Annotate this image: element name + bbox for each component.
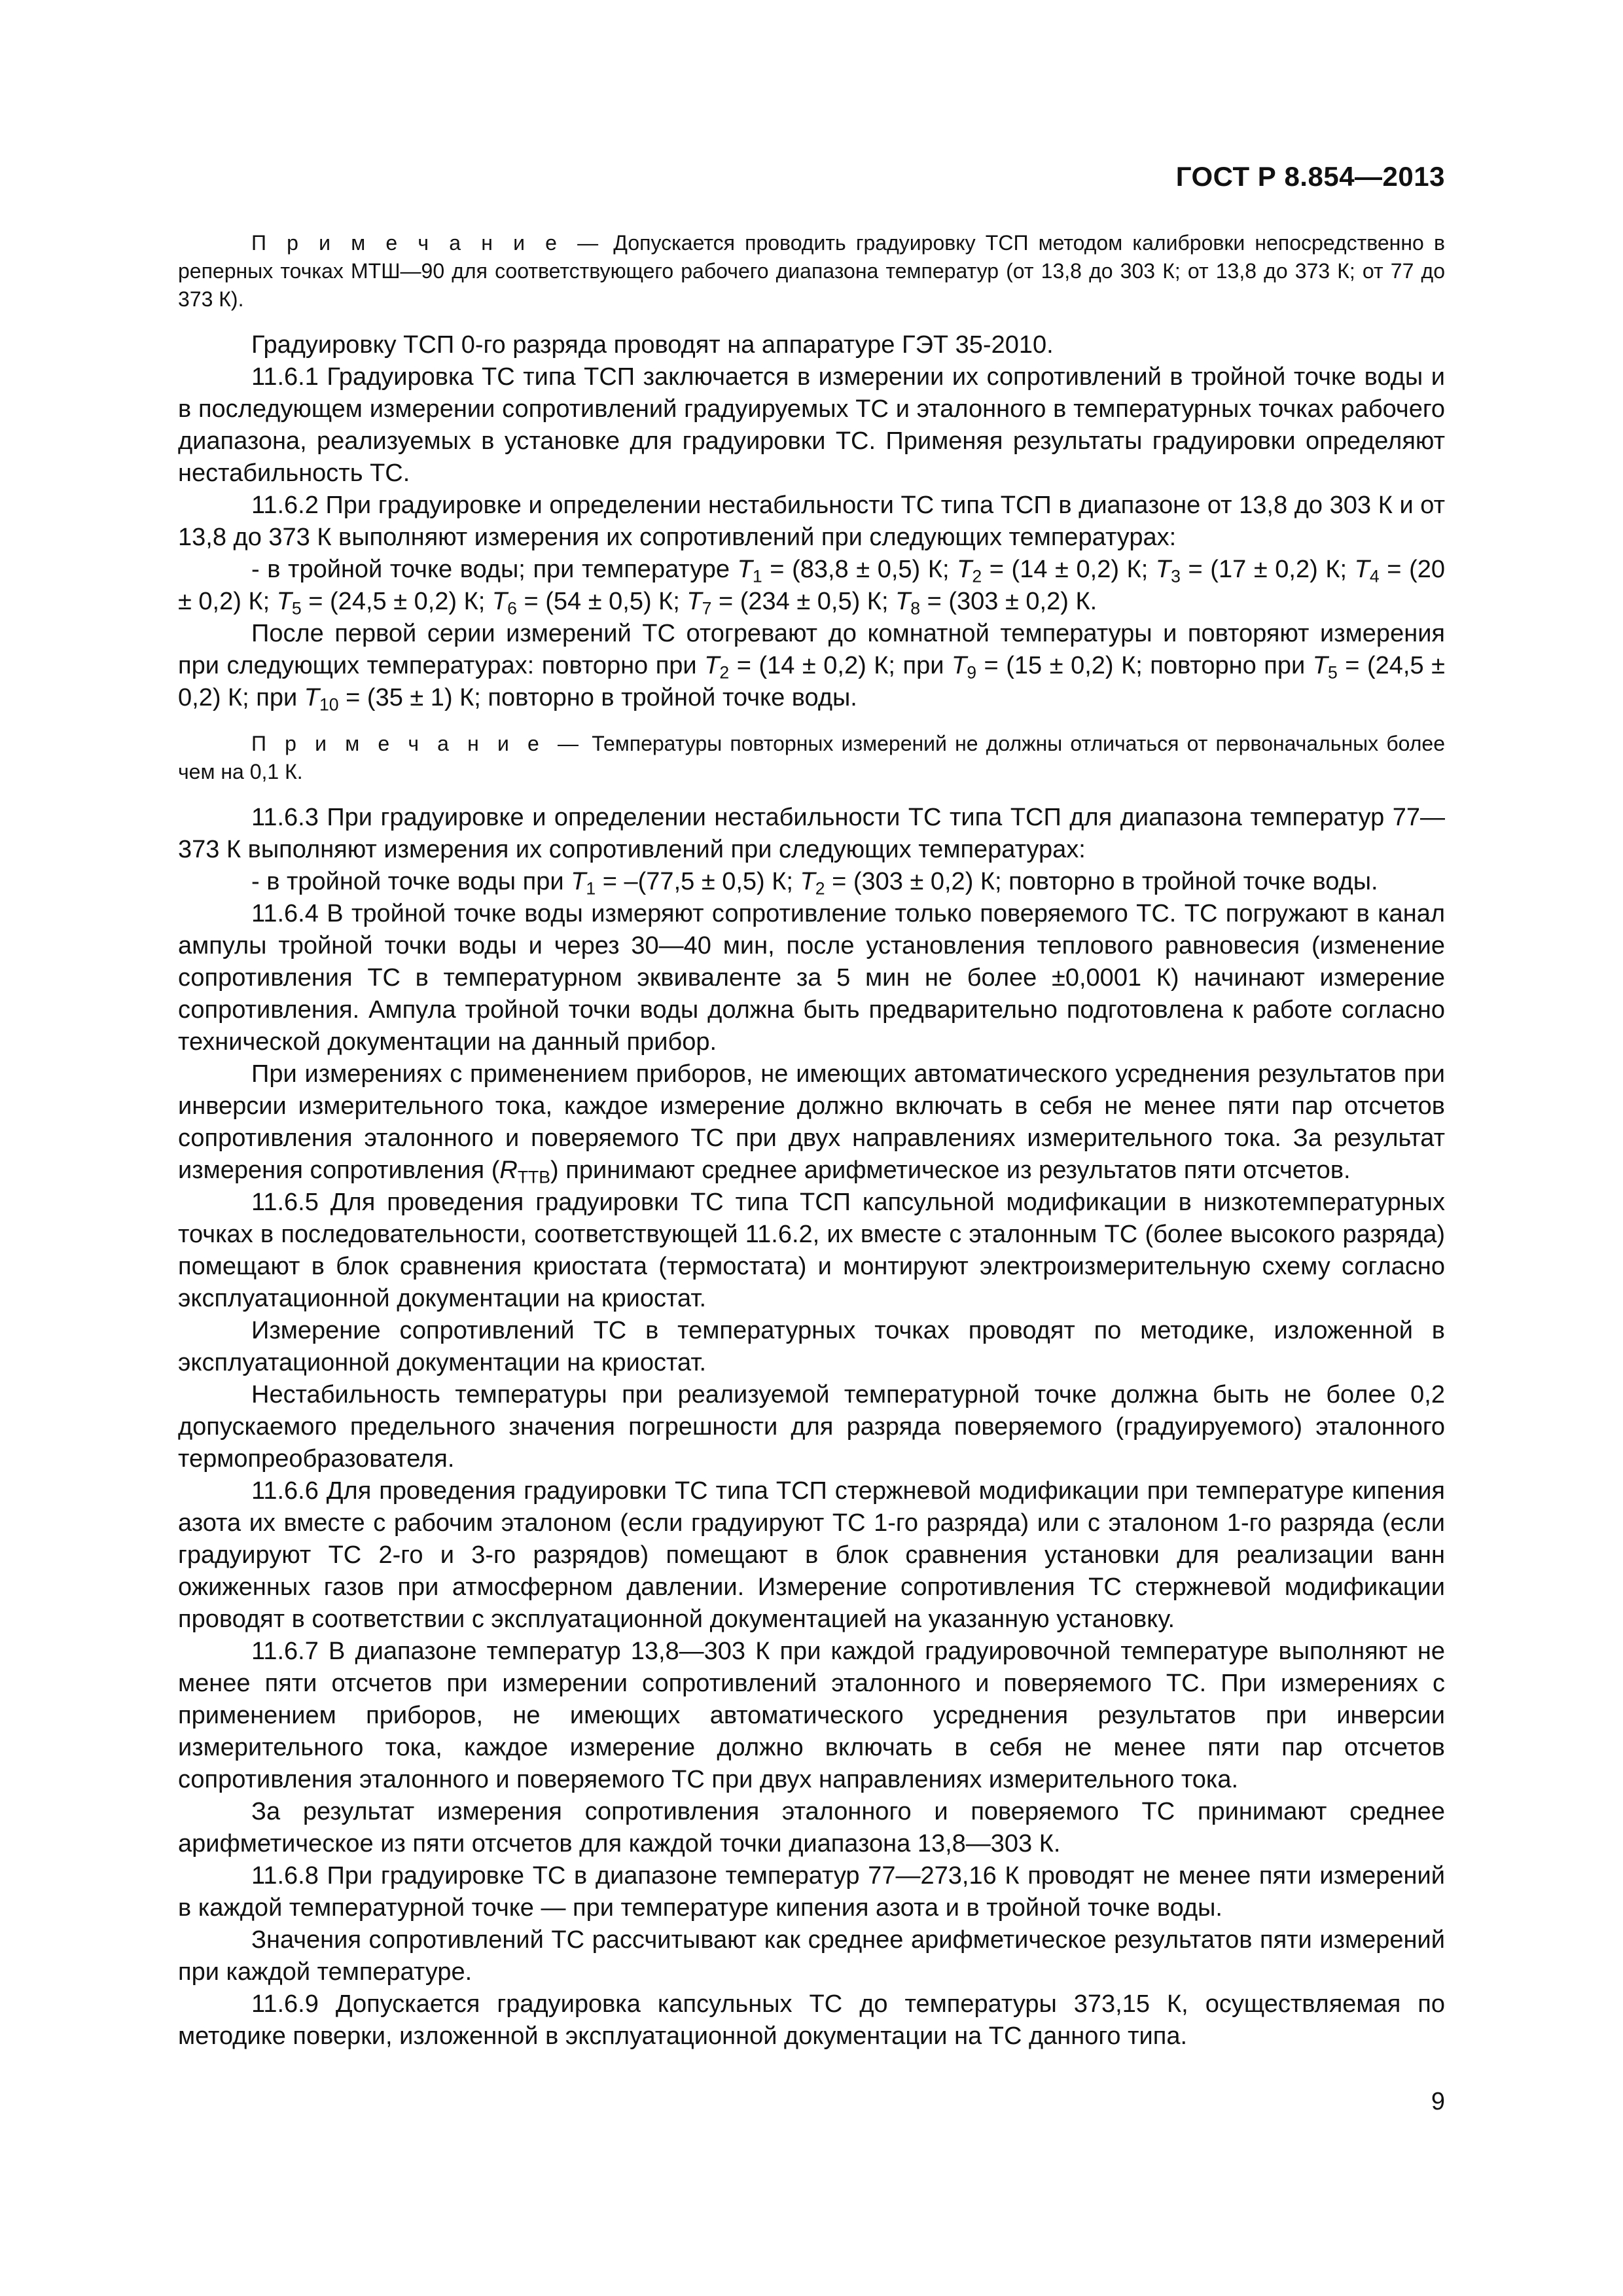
clause-11-6-9: 11.6.9 Допускается градуировка капсульных ТС до температуры 373,15 К, осуществляемая по методике поверки, изложенной в эксплуатационной документации на ТС данного типа. bbox=[178, 1990, 1445, 2050]
measurement-paragraph: Измерение сопротивлений ТС в температурных точках проводят по методике, изложенной в эксплуатационной документации на криостат. bbox=[178, 1317, 1445, 1376]
note-label: П р и м е ч а н и е — bbox=[251, 231, 604, 255]
clause-11-6-4: 11.6.4 В тройной точке воды измеряют сопротивление только поверяемого ТС. ТС погружают в канал ампулы тройной точки воды и через 30—40 мин, после установления теплового равновесия (изменение сопротивления ТС в температурном эквиваленте за 5 мин не более ±0,0001 К) начинают измерение сопротивления. Ампула тройной точки воды должна быть предварительно подготовлена к работе согласно технической документации на данный прибор. bbox=[178, 900, 1445, 1056]
standard-designation: ГОСТ Р 8.854—2013 bbox=[1175, 161, 1445, 192]
intro-paragraph: Градуировку ТСП 0-го разряда проводят на аппаратуре ГЭТ 35-2010. bbox=[251, 331, 1054, 359]
repeat-measurements-paragraph: После первой серии измерений ТС отогревают до комнатной температуры и повторяют измерения при следующих температурах: повторно при $T_2 = (14 \pm 0,2)$ К; при $T_9 = (15 \pm 0,2)$ К; повторно при $T_5 = (24,5 \pm 0,2)$ К; при $T_{10} = (35 \pm 1)$ К; повторно в тройной точке воды. bbox=[178, 620, 1445, 715]
clause-11-6-3: 11.6.3 При градуировке и определении нестабильности ТС типа ТСП для диапазона температур 77—373 К выполняют измерения их сопротивлений при следующих температурах: bbox=[178, 804, 1445, 863]
clause-11-6-1: 11.6.1 Градуировка ТС типа ТСП заключается в измерении их сопротивлений в тройной точке воды и в последующем измерении сопротивлений градуируемых ТС и эталонного в температурных точках рабочего диапазона, реализуемых в установке для градуировки ТС. Применяя результаты градуировки определяют нестабильность ТС. bbox=[178, 363, 1445, 487]
note-paragraph bbox=[178, 730, 1445, 786]
note-text: Температуры повторных измерений не должны отличаться от первоначальных более чем на 0,1 К. bbox=[178, 732, 1446, 783]
instability-paragraph: Нестабильность температуры при реализуемой температурной точке должна быть не более 0,2 допускаемого предельного значения погрешности для разряда поверяемого (градуируемого) эталонного термопреобразователя. bbox=[178, 1381, 1445, 1473]
instrument-paragraph: При измерениях с применением приборов, не имеющих автоматического усреднения результатов при инверсии измерительного тока, каждое измерение должно включать в себя не менее пяти пар отсчетов сопротивления эталонного и поверяемого ТС при двух направлениях измерительного тока. За результат измерения сопротивления $(R_{ТТВ})$ принимают среднее арифметическое из результатов пяти отсчетов. bbox=[178, 1060, 1445, 1187]
temperature-list-11-6-2: - в тройной точке воды; при температуре $T_1 = (83,8 \pm 0,5)$ К; $T_2 = (14 \pm 0,2)$ К; $T_3 = (17 \pm 0,2)$ К; $T_4 = (20 \pm 0,2)$ К; $T_5 = (24,5 \pm 0,2)$ К; $T_6 = (54 \pm 0,5)$ К; $T_7 = (234 \pm 0,5)$ К; $T_8 = (303 \pm 0,2)$ К. bbox=[178, 556, 1445, 619]
values-paragraph: Значения сопротивлений ТС рассчитывают как среднее арифметическое результатов пяти измерений при каждой температуре. bbox=[178, 1926, 1445, 1986]
clause-11-6-2: 11.6.2 При градуировке и определении нестабильности ТС типа ТСП в диапазоне от 13,8 до 303 К и от 13,8 до 373 К выполняют измерения их сопротивлений при следующих температурах: bbox=[178, 492, 1445, 551]
clause-11-6-6: 11.6.6 Для проведения градуировки ТС типа ТСП стержневой модификации при температуре кипения азота их вместе с рабочим эталоном (если градуируют ТС 1-го разряда) или с эталоном 1-го разряда (если градуируют ТС 2-го и 3-го разрядов) помещают в блок сравнения установки для реализации ванн ожиженных газов при атмосферном давлении. Измерение сопротивления ТС стержневой модификации проводят в соответствии с эксплуатационной документацией на указанную установку. bbox=[178, 1477, 1445, 1633]
result-paragraph: За результат измерения сопротивления эталонного и поверяемого ТС принимают среднее арифметическое из пяти отсчетов для каждой точки диапазона 13,8—303 К. bbox=[178, 1798, 1445, 1857]
page-number: 9 bbox=[1431, 2088, 1445, 2115]
clause-11-6-5: 11.6.5 Для проведения градуировки ТС типа ТСП капсульной модификации в низкотемпературных точках в последовательности, соответствующей 11.6.2, их вместе с эталонным ТС (более высокого разряда) помещают в блок сравнения криостата (термостата) и монтируют электроизмерительную схему согласно эксплуатационной документации на криостат. bbox=[178, 1189, 1445, 1312]
clause-11-6-8: 11.6.8 При градуировке ТС в диапазоне температур 77—273,16 К проводят не менее пяти измерений в каждой температурной точке — при температуре кипения азота и в тройной точке воды. bbox=[178, 1862, 1445, 1922]
document-body bbox=[178, 229, 1445, 2053]
clause-11-6-7: 11.6.7 В диапазоне температур 13,8—303 К при каждой градуировочной температуре выполняют не менее пяти отсчетов при измерении сопротивлений эталонного и поверяемого ТС. При измерениях с применением приборов, не имеющих автоматического усреднения результатов при инверсии измерительного тока, каждое измерение должно включать в себя не менее пяти пар отсчетов сопротивления эталонного и поверяемого ТС при двух направлениях измерительного тока. bbox=[178, 1638, 1445, 1793]
temperature-list-11-6-3: - в тройной точке воды при $T_1 = -(77,5 \pm 0,5)$ К; $T_2 = (303 \pm 0,2)$ К; повторно в тройной точке воды. bbox=[251, 868, 1378, 899]
note-text: Допускается проводить градуировку ТСП методом калибровки непосредственно в реперных точках МТШ—90 для соответствующего рабочего диапазона температур (от 13,8 до 303 К; от 13,8 до 373 К; от 77 до 373 К). bbox=[178, 231, 1446, 311]
note-label: П р и м е ч а н и е — bbox=[251, 732, 584, 755]
note-paragraph bbox=[178, 229, 1445, 314]
